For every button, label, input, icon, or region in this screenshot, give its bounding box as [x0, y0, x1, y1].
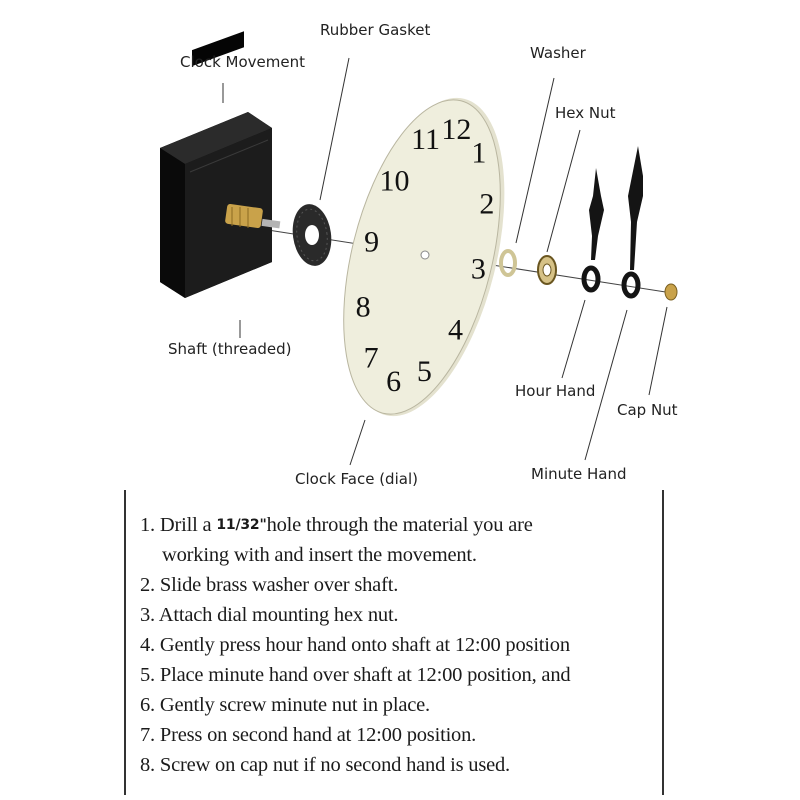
label-minute-hand: Minute Hand	[531, 465, 627, 483]
label-washer: Washer	[530, 44, 586, 62]
label-clock-face: Clock Face (dial)	[295, 470, 418, 488]
label-cap-nut: Cap Nut	[617, 401, 678, 419]
dial-numeral: 11	[411, 123, 441, 157]
rubber-gasket-part	[289, 202, 335, 269]
instruction-steps	[126, 490, 662, 780]
washer-part	[501, 251, 515, 275]
label-hex-nut: Hex Nut	[555, 104, 616, 122]
hole-size: 11/32"	[216, 517, 267, 533]
dial-numeral: 10	[379, 164, 410, 198]
dial-numeral: 3	[470, 252, 486, 286]
dial-numeral: 1	[471, 136, 487, 170]
step-1-start: 1. Drill a	[140, 514, 217, 536]
dial-numeral: 5	[416, 354, 432, 388]
cap-nut-part	[665, 284, 677, 300]
step-6: 6. Gently screw minute nut in place.	[140, 694, 430, 716]
step-1	[140, 510, 662, 540]
label-hour-hand: Hour Hand	[515, 382, 596, 400]
dial-numeral: 8	[355, 290, 371, 324]
label-rubber-gasket: Rubber Gasket	[320, 21, 431, 39]
label-shaft: Shaft (threaded)	[168, 340, 292, 358]
step-2: 2. Slide brass washer over shaft.	[140, 574, 399, 596]
instructions-panel	[124, 490, 664, 795]
step-4: 4. Gently press hour hand onto shaft at 12:00 position	[140, 634, 570, 656]
minute-hand-part	[624, 146, 643, 296]
step-1-continued: working with and insert the movement.	[162, 544, 477, 566]
dial-numeral: 12	[441, 112, 472, 146]
hour-hand-part	[584, 168, 604, 290]
dial-numeral: 7	[363, 341, 379, 375]
hex-nut-part	[538, 256, 556, 284]
step-7: 7. Press on second hand at 12:00 position.	[140, 724, 477, 746]
label-clock-movement: Clock Movement	[180, 53, 305, 71]
dial-numeral: 6	[386, 365, 402, 399]
step-3: 3. Attach dial mounting hex nut.	[140, 604, 399, 626]
dial-numeral: 4	[448, 313, 463, 347]
clock-movement-part	[160, 31, 280, 298]
dial-numeral: 2	[479, 187, 495, 221]
step-5: 5. Place minute hand over shaft at 12:00 position, and	[140, 664, 571, 686]
step-8: 8. Screw on cap nut if no second hand is used.	[140, 754, 510, 776]
dial-numeral: 9	[364, 225, 380, 259]
step-1-end: hole through the material you are	[266, 514, 533, 536]
